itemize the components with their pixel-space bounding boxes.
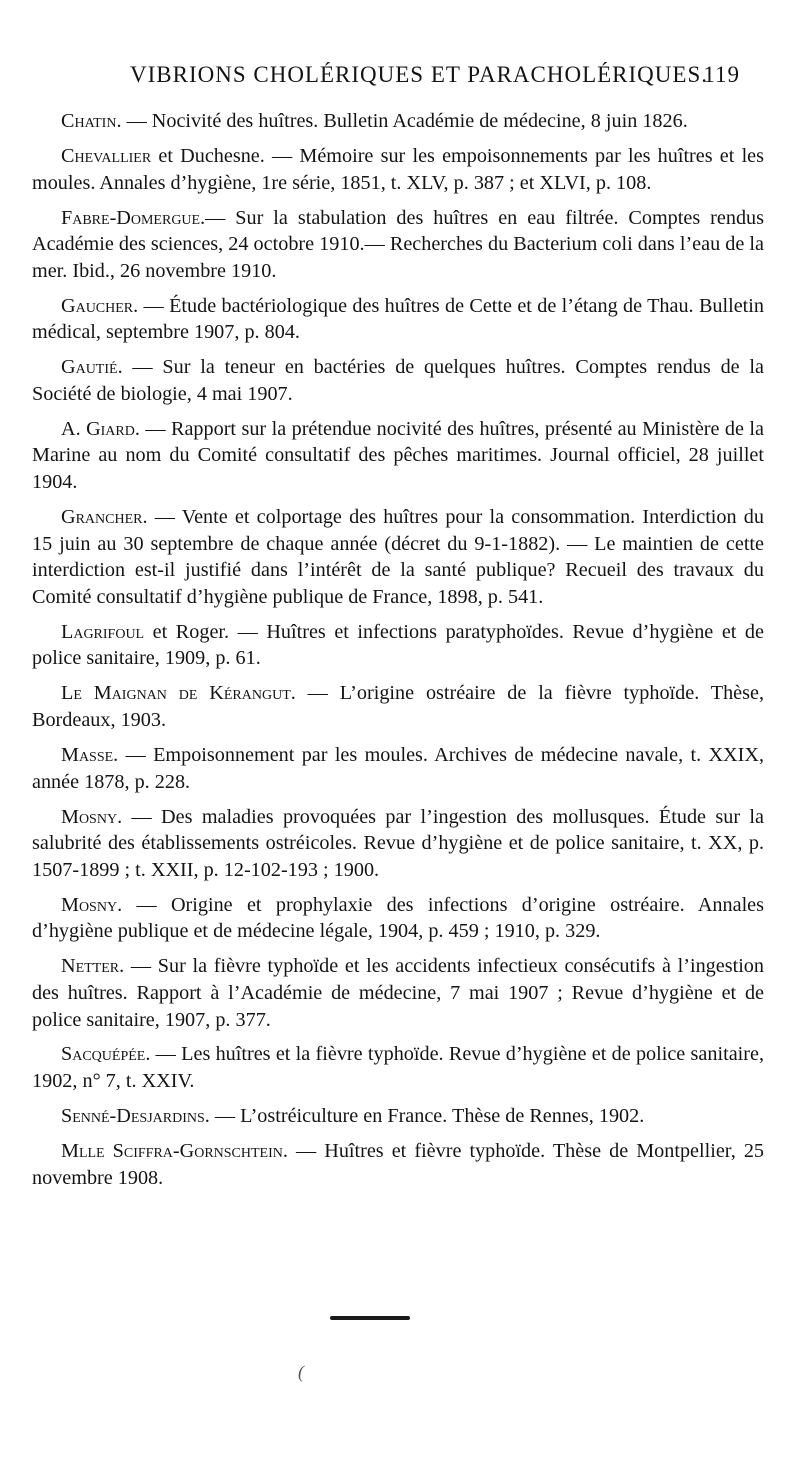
entry-text: — Rapport sur la prétendue nocivité des huîtres, présenté au Ministère de la Marine au nom du Comité consultatif des pêches maritimes. Journal officiel, 28 juillet 1904. xyxy=(32,417,764,494)
entry-text: — Des maladies provoquées par l’ingestion des mollusques. Étude sur la salubrité des établissements ostréicoles. Revue d’hygiène et de police sanitaire, t. XX, p. 1507-1899 ; t. XXII, p. 12-102-193 ; 1900. xyxy=(32,805,764,881)
entry-text: — Sur la fièvre typhoïde et les accidents infectieux consécutifs à l’ingestion des huîtres. Rapport à l’Académie de médecine, 7 mai 1907 ; Revue d’hygiène et de police sanitaire, 1907, p. 377. xyxy=(32,955,764,1031)
bibliography-entry xyxy=(32,1103,764,1130)
entry-author: Mosny. xyxy=(61,893,123,916)
bibliography-entry xyxy=(32,619,764,672)
page-number: 119 xyxy=(703,62,740,87)
entry-author: Fabre-Domergue. xyxy=(61,206,206,229)
bibliography-entry xyxy=(32,108,764,135)
bibliography-list xyxy=(32,108,764,1200)
entry-text: — Étude bactériologique des huîtres de Cette et de l’étang de Thau. Bulletin médical, septembre 1907, p. 804. xyxy=(32,294,764,344)
end-rule xyxy=(330,1316,410,1320)
entry-author: Lagrifoul xyxy=(61,620,145,643)
bibliography-entry xyxy=(32,416,764,496)
entry-author: Netter. xyxy=(61,955,125,978)
bibliography-entry xyxy=(32,504,764,610)
bibliography-entry xyxy=(32,742,764,795)
entry-author: Le Maignan de Kérangut. xyxy=(61,682,296,705)
page-header xyxy=(110,62,740,94)
entry-text: — Origine et prophylaxie des infections d’origine ostréaire. Annales d’hygiène publique et de médecine légale, 1904, p. 459 ; 1910, p. 329. xyxy=(32,893,764,943)
bibliography-entry xyxy=(32,953,764,1033)
entry-author: Gaucher. xyxy=(61,294,139,317)
entry-text: — Les huîtres et la fièvre typhoïde. Revue d’hygiène et de police sanitaire, 1902, n° 7, t. XXIV. xyxy=(32,1043,764,1093)
bibliography-entry xyxy=(32,680,764,733)
entry-author: Senné-Desjardins. xyxy=(61,1105,210,1128)
entry-text: — Vente et colportage des huîtres pour la consommation. Interdiction du 15 juin au 30 septembre de chaque année (décret du 9-1-1882). — Le maintien de cette interdiction est-il justifié dans l’intérêt de la santé publique? Recueil des travaux du Comité consultatif d’hygiène publique de France, 1898, p. 541. xyxy=(32,506,764,608)
entry-text: — Nocivité des huîtres. Bulletin Académie de médecine, 8 juin 1826. xyxy=(121,110,688,132)
entry-author: Grancher. xyxy=(61,506,148,529)
bibliography-entry xyxy=(32,804,764,884)
entry-author: Sacquépée. xyxy=(61,1043,151,1066)
entry-author: Mosny. xyxy=(61,805,123,828)
entry-text: — Sur la stabulation des huîtres en eau filtrée. Comptes rendus Académie des sciences, 24 octobre 1910.— Recherches du Bacterium coli dans l’eau de la mer. Ibid., 26 novembre 1910. xyxy=(32,206,764,282)
entry-author: Mlle Sciffra-Gornschtein. xyxy=(61,1140,288,1163)
bibliography-entry xyxy=(32,143,764,196)
entry-text: — L’ostréiculture en France. Thèse de Rennes, 1902. xyxy=(209,1105,645,1128)
entry-text: — Huîtres et fièvre typhoïde. Thèse de Montpellier, 25 novembre 1908. xyxy=(32,1140,765,1189)
entry-text: et Roger. — Huîtres et infections paratyphoïdes. Revue d’hygiène et de police sanitaire, 1909, p. 61. xyxy=(32,620,764,670)
entry-text: — L’origine ostréaire de la fièvre typhoïde. Thèse, Bordeaux, 1903. xyxy=(32,682,764,731)
bibliography-entry xyxy=(32,354,764,407)
entry-text: — Sur la teneur en bactéries de quelques huîtres. Comptes rendus de la Société de biologie, 4 mai 1907. xyxy=(32,356,764,405)
bibliography-entry xyxy=(32,293,764,346)
entry-author: Gautié. xyxy=(61,356,123,379)
bibliography-entry xyxy=(32,1138,764,1191)
bibliography-entry xyxy=(32,892,764,945)
entry-text: — Empoisonnement par les moules. Archives de médecine navale, t. XXIX, année 1878, p. 228. xyxy=(32,743,764,793)
entry-author: Chatin. xyxy=(61,110,122,132)
entry-author: Chevallier xyxy=(61,144,152,167)
stray-mark: ( xyxy=(298,1362,304,1382)
running-title: VIBRIONS CHOLÉRIQUES ET PARACHOLÉRIQUES. xyxy=(130,62,708,87)
entry-author: Masse. xyxy=(61,743,119,766)
entry-author: A. Giard. xyxy=(61,417,140,440)
bibliography-entry xyxy=(32,205,764,285)
entry-text: et Duchesne. — Mémoire sur les empoisonnements par les huîtres et les moules. Annales d’hygiène, 1re série, 1851, t. XLV, p. 387 ; et XLVI, p. 108. xyxy=(32,144,764,194)
bibliography-entry xyxy=(32,1041,764,1094)
